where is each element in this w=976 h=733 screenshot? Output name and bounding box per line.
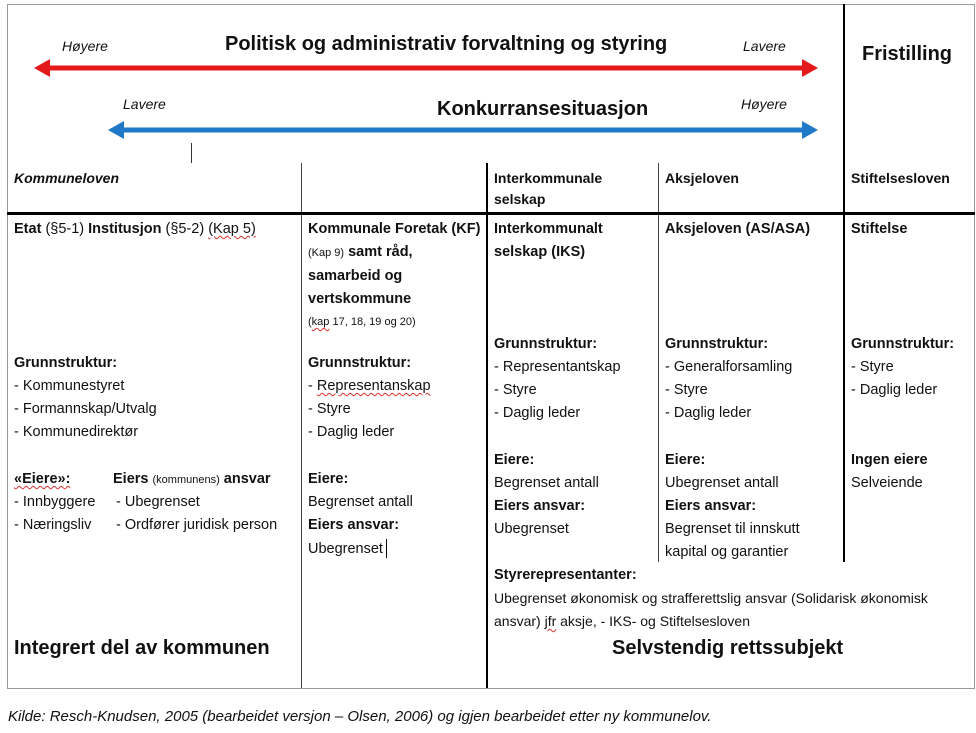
eiere-label: «Eiere»:	[14, 471, 71, 487]
header-stiftelsesloven: Stiftelsesloven	[851, 170, 950, 186]
title-line: Interkommunalt	[494, 221, 603, 237]
col1-title	[14, 218, 256, 241]
fristilling-title: Fristilling	[862, 43, 952, 65]
col1-grunn-label: Grunnstruktur:	[14, 355, 118, 371]
jfr-text: jfr	[544, 613, 557, 629]
text-cursor	[386, 539, 387, 558]
col3-eiere-label: Eiere:	[494, 452, 535, 468]
red-arrow	[34, 59, 818, 77]
list-item: - Representanskap	[308, 378, 431, 394]
col4-eiere-value: Ubegrenset antall	[665, 475, 779, 491]
title-line: (kap 17, 18, 19 og 20)	[308, 316, 416, 328]
header-iks-line: Interkommunale	[494, 170, 603, 186]
list-item: - Næringsliv	[14, 517, 92, 533]
list-item: - Daglig leder	[494, 405, 581, 421]
list-item: - Representantskap	[494, 359, 621, 375]
red-left-label: Høyere	[62, 38, 108, 54]
col4-grunn-label: Grunnstruktur:	[665, 336, 769, 352]
kap-ref: (Kap 9)	[308, 247, 345, 259]
list-item: - Ordfører juridisk person	[116, 517, 278, 533]
blue-arrow	[108, 121, 818, 139]
list-item: - Styre	[494, 382, 537, 398]
ansvar-label: ansvar	[223, 471, 271, 487]
blue-right-label: Høyere	[741, 96, 787, 112]
value-line: kapital og garantier	[665, 544, 789, 560]
col3-grunn-label: Grunnstruktur:	[494, 336, 598, 352]
col3-title	[494, 218, 603, 264]
col5-grunn-label: Grunnstruktur:	[851, 336, 955, 352]
kap-ref: 17, 18, 19 og 20)	[332, 316, 416, 328]
ansvar-label-small: (kommunens)	[152, 474, 220, 486]
col5-eiere-label: Ingen eiere	[851, 452, 928, 468]
col1-eiere-list	[14, 491, 95, 537]
col1-grunn-list	[14, 375, 157, 444]
col4-grunn-list	[665, 356, 792, 425]
header-iks-line: selskap	[494, 191, 546, 207]
col4-eiere-label: Eiere:	[665, 452, 706, 468]
list-item: - Innbyggere	[14, 494, 96, 510]
list-item: - Generalforsamling	[665, 359, 793, 375]
col4-ansvar-value	[665, 518, 800, 564]
col3-eiere-value: Begrenset antall	[494, 475, 599, 491]
col2-ansvar-value: Ubegrenset	[308, 541, 383, 557]
kap-ref: (Kap 5)	[208, 221, 256, 237]
title-line: samarbeid og	[308, 268, 403, 284]
col5-grunn-list	[851, 356, 937, 402]
col2-ansvar-label: Eiers ansvar:	[308, 517, 400, 533]
col5-title: Stiftelse	[851, 221, 908, 237]
blue-arrow-title: Konkurransesituasjon	[437, 98, 649, 120]
col1-footer: Integrert del av kommunen	[14, 637, 270, 659]
section-ref: (§5-1)	[45, 221, 85, 237]
col3-ansvar-label: Eiers ansvar:	[494, 498, 586, 514]
styre-line-2	[494, 610, 750, 633]
col4-ansvar-label: Eiers ansvar:	[665, 498, 757, 514]
col1-eiere-label	[14, 468, 70, 491]
col2-eiere-label: Eiere:	[308, 471, 349, 487]
caption: Kilde: Resch-Knudsen, 2005 (bearbeidet versjon – Olsen, 2006) og igjen bearbeidet etter ny kommunelov.	[8, 708, 712, 725]
col1-ansvar-label	[113, 468, 271, 492]
col4-title: Aksjeloven (AS/ASA)	[665, 221, 811, 237]
title-line: Kommunale Foretak (KF)	[308, 221, 481, 237]
kap-ref: kap	[311, 316, 330, 328]
list-item: - Kommunestyret	[14, 378, 125, 394]
col2-grunn-list	[308, 375, 431, 444]
styre-text: aksje, - IKS- og Stiftelsesloven	[560, 613, 751, 629]
col5-eiere-value: Selveiende	[851, 475, 923, 491]
ansvar-label: Eiers	[113, 471, 149, 487]
col3-ansvar-value: Ubegrenset	[494, 521, 569, 537]
etat-label: Etat	[14, 221, 42, 237]
list-item: - Formannskap/Utvalg	[14, 401, 157, 417]
header-iks	[494, 168, 602, 210]
section-ref: (§5-2)	[165, 221, 205, 237]
col2-title	[308, 218, 480, 334]
title-text: samt råd,	[348, 244, 413, 260]
styre-text: ansvar)	[494, 613, 541, 629]
title-line: selskap (IKS)	[494, 244, 586, 260]
institusjon-label: Institusjon	[88, 221, 162, 237]
list-item: - Daglig leder	[665, 405, 752, 421]
red-arrow-title: Politisk og administrativ forvaltning og styring	[225, 33, 668, 55]
list-item: - Styre	[665, 382, 708, 398]
list-item: - Daglig leder	[851, 382, 938, 398]
list-item: - Styre	[308, 401, 351, 417]
col2-eiere-value: Begrenset antall	[308, 494, 413, 510]
styre-label: Styrerepresentanter:	[494, 567, 637, 583]
title-line: vertskommune	[308, 291, 412, 307]
list-item: - Kommunedirektør	[14, 424, 139, 440]
value-line: Begrenset til innskutt	[665, 521, 800, 537]
list-text: Representanskap	[316, 378, 431, 394]
col3-grunn-list	[494, 356, 621, 425]
list-item: - Daglig leder	[308, 424, 395, 440]
red-right-label: Lavere	[743, 38, 786, 54]
col2-grunn-label: Grunnstruktur:	[308, 355, 412, 371]
col1-ansvar-list	[116, 491, 277, 537]
list-item: - Styre	[851, 359, 894, 375]
title-line	[308, 241, 480, 265]
blue-left-label: Lavere	[123, 96, 166, 112]
styre-footer: Selvstendig rettssubjekt	[612, 637, 844, 659]
styre-line-1: Ubegrenset økonomisk og strafferettslig ansvar (Solidarisk økonomisk	[494, 590, 928, 606]
list-item: - Ubegrenset	[116, 494, 200, 510]
header-aksjeloven: Aksjeloven	[665, 170, 739, 186]
header-kommuneloven: Kommuneloven	[14, 170, 120, 186]
